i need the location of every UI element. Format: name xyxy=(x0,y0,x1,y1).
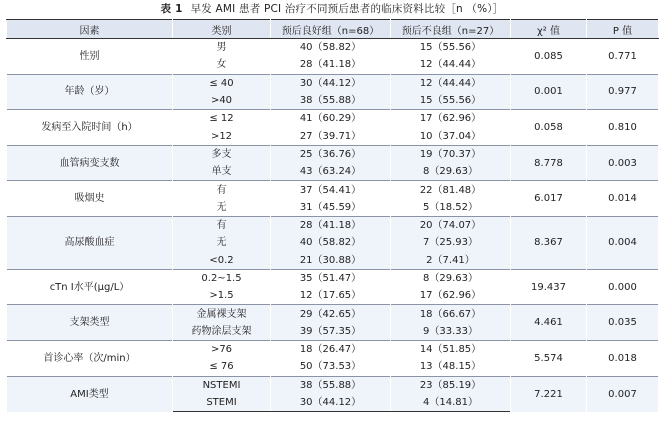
category-cell: 男 xyxy=(173,39,271,57)
poor-prognosis-cell: 10（37.04） xyxy=(391,127,511,145)
category-cell: 0.2~1.5 xyxy=(173,269,271,287)
table-row xyxy=(7,216,659,234)
category-cell: 多支 xyxy=(173,145,271,163)
category-cell: 无 xyxy=(173,199,271,217)
chi-square-cell: 0.058 xyxy=(511,110,587,146)
table-row xyxy=(7,341,659,359)
good-prognosis-cell: 28（41.18） xyxy=(271,216,391,234)
factor-cell: 血管病变支数 xyxy=(7,145,173,181)
poor-prognosis-cell: 22（81.48） xyxy=(391,181,511,199)
p-value-cell: 0.771 xyxy=(587,39,659,75)
category-cell: STEMI xyxy=(173,394,271,412)
good-prognosis-cell: 40（58.82） xyxy=(271,234,391,251)
header-row xyxy=(7,20,659,39)
good-prognosis-cell: 25（36.76） xyxy=(271,145,391,163)
p-value-cell: 0.035 xyxy=(587,305,659,341)
category-cell: ≤ 76 xyxy=(173,358,271,376)
factor-cell: 性别 xyxy=(7,39,173,75)
category-cell: 药物涂层支架 xyxy=(173,323,271,341)
good-prognosis-cell: 40（58.82） xyxy=(271,39,391,57)
category-cell: 无 xyxy=(173,234,271,251)
table-row xyxy=(7,181,659,199)
factor-cell: 首诊心率（次/min） xyxy=(7,341,173,377)
poor-prognosis-cell: 23（85.19） xyxy=(391,376,511,394)
category-cell: >12 xyxy=(173,127,271,145)
good-prognosis-cell: 12（17.65） xyxy=(271,287,391,305)
factor-cell: 支架类型 xyxy=(7,305,173,341)
table-row xyxy=(7,376,659,394)
chi-square-cell: 6.017 xyxy=(511,181,587,217)
header-good-prognosis: 预后良好组（n=68） xyxy=(271,20,391,39)
table-caption xyxy=(0,0,664,18)
category-cell: ≤ 40 xyxy=(173,74,271,92)
p-value-cell: 0.977 xyxy=(587,74,659,110)
good-prognosis-cell: 38（55.88） xyxy=(271,376,391,394)
factor-cell: 年龄（岁） xyxy=(7,74,173,110)
poor-prognosis-cell: 9（33.33） xyxy=(391,323,511,341)
table-row xyxy=(7,305,659,323)
poor-prognosis-cell: 14（51.85） xyxy=(391,341,511,359)
p-value-cell: 0.014 xyxy=(587,181,659,217)
chi-square-cell: 7.221 xyxy=(511,376,587,412)
category-cell: <0.2 xyxy=(173,252,271,270)
category-cell: 单支 xyxy=(173,163,271,181)
poor-prognosis-cell: 12（44.44） xyxy=(391,56,511,74)
category-cell: >40 xyxy=(173,92,271,110)
poor-prognosis-cell: 2（7.41） xyxy=(391,252,511,270)
table-row xyxy=(7,39,659,57)
good-prognosis-cell: 38（55.88） xyxy=(271,92,391,110)
good-prognosis-cell: 27（39.71） xyxy=(271,127,391,145)
chi-square-cell: 8.367 xyxy=(511,216,587,269)
table-title: 早发 AMI 患者 PCI 治疗不同预后患者的临床资料比较［n （%）］ xyxy=(190,3,504,15)
table-row xyxy=(7,269,659,287)
p-value-cell: 0.810 xyxy=(587,110,659,146)
poor-prognosis-cell: 15（55.56） xyxy=(391,92,511,110)
poor-prognosis-cell: 5（18.52） xyxy=(391,199,511,217)
header-poor-prognosis: 预后不良组（n=27） xyxy=(391,20,511,39)
good-prognosis-cell: 31（45.59） xyxy=(271,199,391,217)
poor-prognosis-cell: 17（62.96） xyxy=(391,110,511,128)
good-prognosis-cell: 41（60.29） xyxy=(271,110,391,128)
good-prognosis-cell: 43（63.24） xyxy=(271,163,391,181)
chi-square-cell: 4.461 xyxy=(511,305,587,341)
poor-prognosis-cell: 20（74.07） xyxy=(391,216,511,234)
poor-prognosis-cell: 12（44.44） xyxy=(391,74,511,92)
factor-cell: 吸烟史 xyxy=(7,181,173,217)
poor-prognosis-cell: 15（55.56） xyxy=(391,39,511,57)
good-prognosis-cell: 30（44.12） xyxy=(271,74,391,92)
table-number: 表 1 xyxy=(160,3,183,15)
poor-prognosis-cell: 17（62.96） xyxy=(391,287,511,305)
chi-square-cell: 8.778 xyxy=(511,145,587,181)
good-prognosis-cell: 35（51.47） xyxy=(271,269,391,287)
poor-prognosis-cell: 18（66.67） xyxy=(391,305,511,323)
table-row xyxy=(7,110,659,128)
p-value-cell: 0.018 xyxy=(587,341,659,377)
header-factor: 因素 xyxy=(7,20,173,39)
category-cell: 有 xyxy=(173,181,271,199)
category-cell: ≤ 12 xyxy=(173,110,271,128)
table-row xyxy=(7,145,659,163)
category-cell: 女 xyxy=(173,56,271,74)
poor-prognosis-cell: 8（29.63） xyxy=(391,163,511,181)
p-value-cell: 0.000 xyxy=(587,269,659,305)
good-prognosis-cell: 50（73.53） xyxy=(271,358,391,376)
chi-square-cell: 5.574 xyxy=(511,341,587,377)
p-value-cell: 0.007 xyxy=(587,376,659,412)
poor-prognosis-cell: 7（25.93） xyxy=(391,234,511,251)
table-body xyxy=(7,39,659,412)
table-row xyxy=(7,74,659,92)
p-value-cell: 0.004 xyxy=(587,216,659,269)
header-p-value: P 值 xyxy=(587,20,659,39)
poor-prognosis-cell: 4（14.81） xyxy=(391,394,511,412)
good-prognosis-cell: 30（44.12） xyxy=(271,394,391,412)
header-category: 类别 xyxy=(173,20,271,39)
category-cell: >76 xyxy=(173,341,271,359)
factor-cell: 高尿酸血症 xyxy=(7,216,173,269)
category-cell: 金属裸支架 xyxy=(173,305,271,323)
chi-square-cell: 0.085 xyxy=(511,39,587,75)
poor-prognosis-cell: 19（70.37） xyxy=(391,145,511,163)
chi-square-cell: 0.001 xyxy=(511,74,587,110)
chi-square-cell: 19.437 xyxy=(511,269,587,305)
good-prognosis-cell: 37（54.41） xyxy=(271,181,391,199)
header-chi-square: χ² 值 xyxy=(511,20,587,39)
good-prognosis-cell: 28（41.18） xyxy=(271,56,391,74)
category-cell: >1.5 xyxy=(173,287,271,305)
good-prognosis-cell: 21（30.88） xyxy=(271,252,391,270)
category-cell: NSTEMI xyxy=(173,376,271,394)
factor-cell: 发病至入院时间（h） xyxy=(7,110,173,146)
good-prognosis-cell: 39（57.35） xyxy=(271,323,391,341)
p-value-cell: 0.003 xyxy=(587,145,659,181)
good-prognosis-cell: 18（26.47） xyxy=(271,341,391,359)
clinical-data-table xyxy=(6,19,659,412)
poor-prognosis-cell: 13（48.15） xyxy=(391,358,511,376)
category-cell: 有 xyxy=(173,216,271,234)
factor-cell: AMI类型 xyxy=(7,376,173,412)
good-prognosis-cell: 29（42.65） xyxy=(271,305,391,323)
factor-cell: cTn Ⅰ水平(μg/L） xyxy=(7,269,173,305)
poor-prognosis-cell: 8（29.63） xyxy=(391,269,511,287)
